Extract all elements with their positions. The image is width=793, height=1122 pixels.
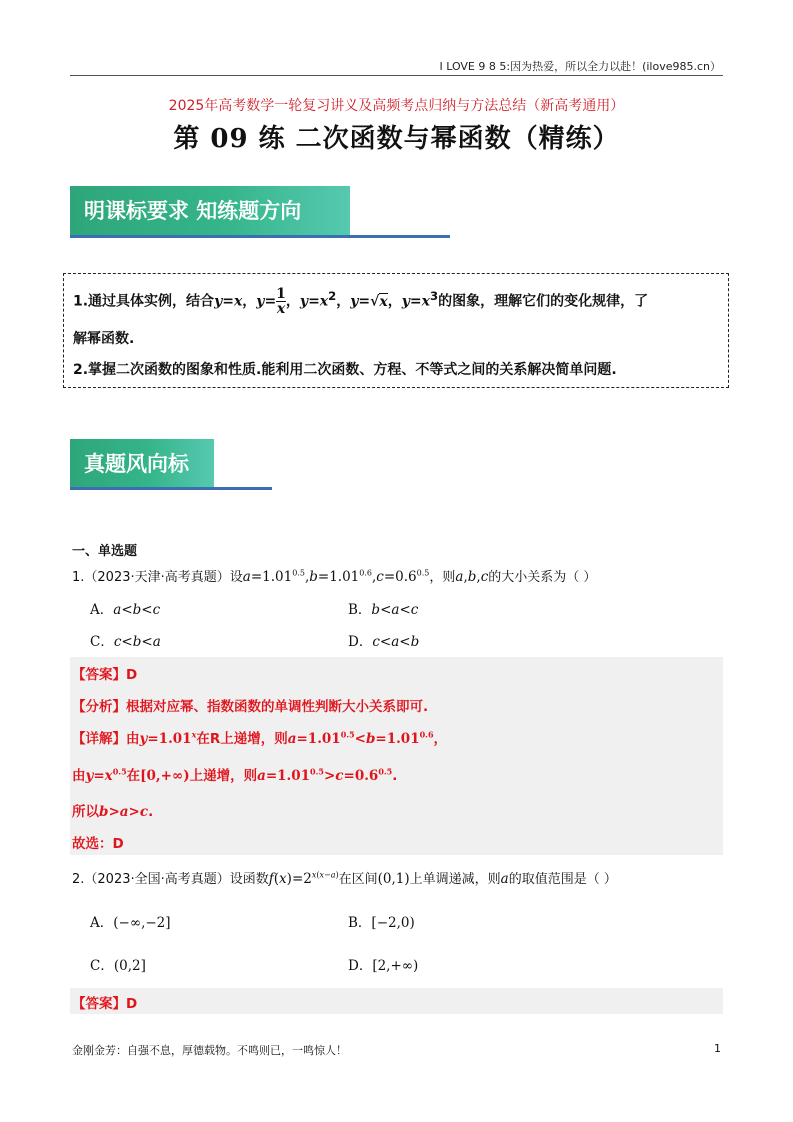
q2-solution-panel bbox=[70, 988, 723, 1014]
banner-exam-trend: 真题风向标 bbox=[70, 439, 214, 489]
page-title: 第 09 练 二次函数与幂函数（精练） bbox=[173, 124, 620, 154]
q1-option-b: B．b<a<c bbox=[348, 602, 419, 618]
q2-option-a: A．(−∞,−2] bbox=[90, 915, 171, 931]
q1-conclusion: 所以b>a>c. bbox=[72, 804, 154, 820]
q1-answer: 【答案】D bbox=[72, 667, 138, 683]
subtitle: 2025年高考数学一轮复习讲义及高频考点归纳与方法总结（新高考通用） bbox=[168, 98, 625, 114]
q1-detail-2: 由$y=x^{0.5}$在[0,+∞)上递增，则$a=1.01^{0.5}>c=0.6^{0.5}$. bbox=[72, 766, 398, 784]
banner-underline bbox=[70, 487, 272, 490]
question-2-stem: 2.（2023·全国·高考真题）设函数$f(x)=2^{x(x-a)}$在区间(0,1)上单调递减，则a的取值范围是（ ） bbox=[72, 870, 617, 887]
q1-option-a: A．a<b<c bbox=[90, 602, 161, 618]
banner-underline bbox=[70, 235, 450, 238]
goal-1: 1.通过具体实例，结合y=x，y= $\frac{1}{x}$ ，$y=x^2$，y=√x，$y=x^3$的图象，理解它们的变化规律，了 bbox=[73, 286, 649, 317]
q2-option-c: C．(0,2] bbox=[90, 958, 146, 974]
q1-option-c: C．c<b<a bbox=[90, 634, 161, 650]
header-rule bbox=[70, 75, 723, 76]
goal-1-cont: 解幂函数. bbox=[73, 331, 135, 347]
goal-2: 2.掌握二次函数的图象和性质.能利用二次函数、方程、不等式之间的关系解决简单问题. bbox=[73, 362, 617, 378]
question-1-stem: 1.（2023·天津·高考真题）设$a=1.01^{0.5},b=1.01^{0.6},c=0.6^{0.5}$，则a,b,c的大小关系为（ ） bbox=[72, 568, 597, 585]
banner-requirements: 明课标要求 知练题方向 bbox=[70, 186, 350, 236]
q2-option-d: D．[2,+∞) bbox=[348, 958, 419, 974]
q1-detail-1: 【详解】由$y=1.01^x$在R上递增，则$a=1.01^{0.5}<b=1.01^{0.6}$， bbox=[72, 729, 448, 747]
q2-option-b: B．[−2,0) bbox=[348, 915, 415, 931]
q1-solution-panel bbox=[70, 657, 723, 855]
footer-motto: 金刚金芳：自强不息，厚德载物。不鸣则已，一鸣惊人！ bbox=[72, 1044, 347, 1057]
page-header: I LOVE 9 8 5:因为热爱，所以全力以赴！(ilove985.cn） bbox=[439, 60, 721, 73]
q1-choice: 故选：D bbox=[72, 836, 124, 852]
q1-analysis: 【分析】根据对应幂、指数函数的单调性判断大小关系即可. bbox=[72, 699, 429, 715]
page-number: 1 bbox=[714, 1042, 721, 1055]
section-heading: 一、单选题 bbox=[72, 544, 138, 559]
q1-option-d: D．c<a<b bbox=[348, 634, 420, 650]
q2-answer: 【答案】D bbox=[72, 996, 138, 1012]
